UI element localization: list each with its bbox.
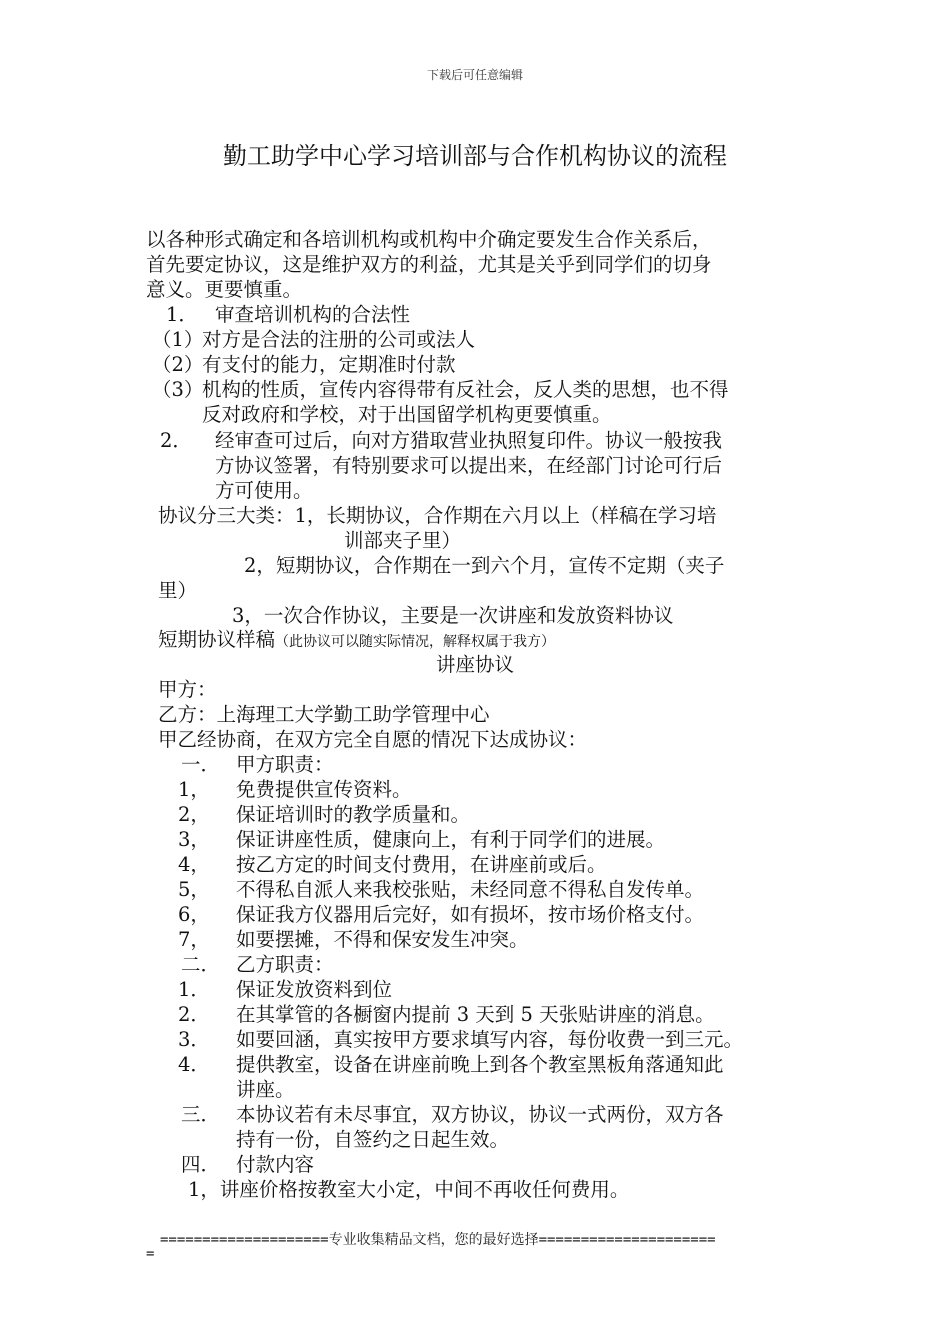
- section-line: 方协议签署，有特别要求可以提出来，在经部门讨论可行后: [215, 454, 723, 477]
- footer-line: =: [146, 1246, 155, 1262]
- intro-line: 以各种形式确定和各培训机构或机构中介确定要发生合作关系后，: [146, 228, 712, 251]
- list-item-text: 讲座。: [236, 1078, 295, 1101]
- sample-note: （此协议可以随实际情况，解释权属于我方）: [275, 634, 556, 650]
- list-item-number: 5，: [178, 878, 210, 901]
- list-item-number: 1．: [178, 978, 210, 1001]
- list-item-text: 对方是合法的注册的公司或法人: [202, 328, 476, 351]
- list-item-number: 4，: [178, 853, 210, 876]
- list-item-text: 保证讲座性质，健康向上，有利于同学们的进展。: [236, 828, 666, 851]
- list-item-number: 2，: [178, 803, 210, 826]
- agreement-heading: 讲座协议: [435, 653, 514, 676]
- type-line: 3，一次合作协议，主要是一次讲座和发放资料协议: [232, 604, 674, 627]
- section-number: 2．: [160, 429, 192, 452]
- list-item-number: （3）: [152, 378, 204, 401]
- clause-title: 付款内容: [236, 1153, 315, 1176]
- list-item-text: 如要摆摊，不得和保安发生冲突。: [236, 928, 529, 951]
- type-line: 协议分三大类：1，长期协议，合作期在六月以上（样稿在学习培: [158, 504, 717, 527]
- list-item-text: 按乙方定的时间支付费用，在讲座前或后。: [236, 853, 607, 876]
- type-line: 训部夹子里）: [344, 529, 462, 552]
- list-item-number: 2．: [178, 1003, 210, 1026]
- list-item-text: 免费提供宣传资料。: [236, 778, 412, 801]
- clause-number: 四．: [181, 1153, 221, 1176]
- page-header: 下载后可任意编辑: [426, 68, 523, 82]
- clause-item: 1，讲座价格按教室大小定，中间不再收任何费用。: [188, 1178, 630, 1201]
- clause-number: 二．: [181, 953, 221, 976]
- party-b: 乙方：上海理工大学勤工助学管理中心: [158, 703, 490, 726]
- list-item-text: 在其掌管的各橱窗内提前 3 天到 5 天张贴讲座的消息。: [236, 1003, 715, 1026]
- list-item-text: 机构的性质，宣传内容得带有反社会，反人类的思想，也不得: [202, 378, 729, 401]
- document-title: 勤工助学中心学习培训部与合作机构协议的流程: [223, 142, 727, 170]
- list-item-text: 不得私自派人来我校张贴，未经同意不得私自发传单。: [236, 878, 705, 901]
- clause-line: 本协议若有未尽事宜，双方协议，协议一式两份，双方各: [236, 1103, 724, 1126]
- list-item-text: 保证我方仪器用后完好，如有损坏，按市场价格支付。: [236, 903, 705, 926]
- sample-label: 短期协议样稿: [158, 628, 276, 651]
- clause-title: 甲方职责：: [236, 753, 334, 776]
- consensus-line: 甲乙经协商，在双方完全自愿的情况下达成协议：: [158, 728, 588, 751]
- section-line: 方可使用。: [215, 479, 313, 502]
- party-a: 甲方：: [158, 678, 217, 701]
- list-item-text: 反对政府和学校，对于出国留学机构更要慎重。: [202, 403, 612, 426]
- section-number: 1．: [166, 303, 198, 326]
- list-item-number: 1，: [178, 778, 210, 801]
- clause-line: 持有一份，自签约之日起生效。: [236, 1128, 510, 1151]
- clause-title: 乙方职责：: [236, 953, 334, 976]
- section-heading: 审查培训机构的合法性: [215, 303, 411, 326]
- list-item-number: 6，: [178, 903, 210, 926]
- intro-line: 意义。更要慎重。: [146, 278, 303, 301]
- intro-line: 首先要定协议，这是维护双方的利益，尤其是关乎到同学们的切身: [146, 253, 712, 276]
- list-item-text: 保证培训时的教学质量和。: [236, 803, 471, 826]
- list-item-number: 3，: [178, 828, 210, 851]
- list-item-text: 保证发放资料到位: [236, 978, 393, 1001]
- list-item-number: （2）: [152, 353, 204, 376]
- clause-number: 三．: [181, 1103, 221, 1126]
- footer-line: ====================专业收集精品文档，您的最好选择=====================: [160, 1232, 716, 1248]
- list-item-number: （1）: [152, 328, 204, 351]
- clause-number: 一．: [181, 753, 221, 776]
- list-item-number: 7，: [178, 928, 210, 951]
- list-item-number: 4．: [178, 1053, 210, 1076]
- list-item-text: 提供教室，设备在讲座前晚上到各个教室黑板角落通知此: [236, 1053, 724, 1076]
- type-line: 2，短期协议，合作期在一到六个月，宣传不定期（夹子: [244, 554, 725, 577]
- type-line: 里）: [158, 579, 198, 602]
- list-item-number: 3．: [178, 1028, 210, 1051]
- section-line: 经审查可过后，向对方猎取营业执照复印件。协议一般按我: [215, 429, 723, 452]
- list-item-text: 有支付的能力，定期准时付款: [202, 353, 456, 376]
- list-item-text: 如要回涵，真实按甲方要求填写内容，每份收费一到三元。: [236, 1028, 744, 1051]
